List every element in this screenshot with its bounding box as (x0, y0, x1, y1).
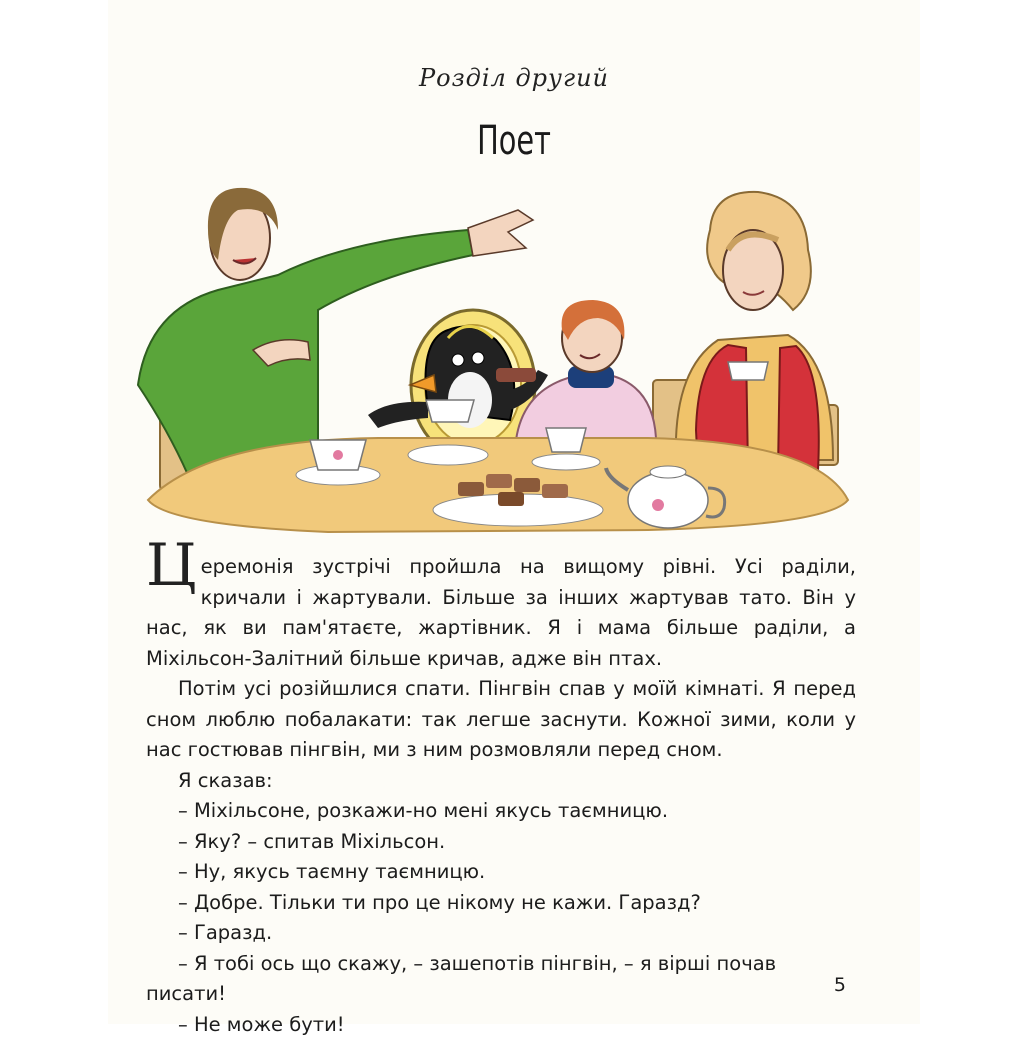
chapter-label: Розділ другий (108, 64, 920, 92)
dialogue-line: – Я тобі ось що скажу, – зашепотів пінгвін, – я вірші почав писати! (146, 949, 856, 1010)
paragraph-1-text: еремонія зустрічі пройшла на вищому рівні. Усі раділи, кричали і жартували. Більше за інших жартував тато. Він у нас, як ви пам'ятаєте, жартівник. Я і мама більше раділи, а Міхільсон-Залітний більше кричав, адже він птах. (146, 555, 856, 670)
paragraph-1 (146, 552, 856, 674)
mother-figure (676, 192, 833, 470)
dialogue-line: – Добре. Тільки ти про це нікому не кажи. Гаразд? (146, 888, 856, 919)
dialogue-line: – Яку? – спитав Міхільсон. (146, 827, 856, 858)
paragraph-3: Я сказав: (146, 766, 856, 797)
story-text (146, 552, 856, 1040)
drop-cap: Ц (146, 536, 197, 594)
tea-party-illustration (128, 170, 858, 540)
dialogue-line: – Ну, якусь таємну таємницю. (146, 857, 856, 888)
book-page (108, 0, 920, 1024)
paragraph-2: Потім усі розійшлися спати. Пінгвін спав у моїй кімнаті. Я перед сном люблю побалакати: так легше заснути. Кожної зими, коли у нас гостював пінгвін, ми з ним розмовляли перед сном. (146, 674, 856, 766)
dialogue-line: – Не може бути! (146, 1010, 856, 1040)
dialogue-line: – Гаразд. (146, 918, 856, 949)
dialogue-line: – Міхільсоне, розкажи-но мені якусь таємницю. (146, 796, 856, 827)
page-number: 5 (834, 974, 846, 996)
chapter-title: Поет (222, 118, 807, 164)
